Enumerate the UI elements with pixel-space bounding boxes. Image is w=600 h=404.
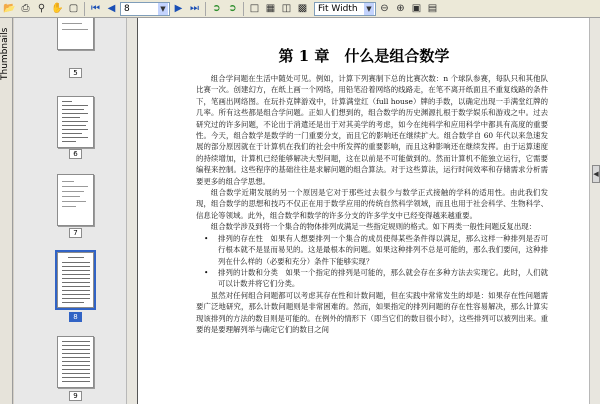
thumbnail-line (62, 117, 80, 118)
back-icon[interactable]: ➲ (212, 2, 221, 14)
previous-page-icon[interactable]: ◀ (107, 2, 116, 14)
thumbnail-line (62, 377, 90, 378)
paragraph: 组合学问题在生活中随处可见。例如，计算下列赛制下总的比赛次数：n 个球队参赛，每队只和其他队比赛一次。创建幻方，在纸上画一个网络，用铅笔沿着网络的线路走，在笔不离开纸面且不重复线路的条件下，笔画出网络图。在玩扑克牌游戏中，计算满堂红（full house）牌的手数，以确定出现一手满堂红牌的几率。所有这些都是组合学问题。正如人们想到的，组合数学的历史渊源扎根于数学娱乐和游戏之中。过去研究过的许多问题，不论出于消遣还是出于对其美学的考虑，如今在纯科学和应用科学中都具有高度的重要性。今天，组合数学是数学的一门重要分支，而且它的影响还在继续扩大。组合数学自 60 年代以来急速发展的部分原因就在于计算机在我们的社会中所发挥的重要影响，而且这种影响还在继续发挥。由于运算速度的持续增加，计算机已经能够解决大型问题，这在以前是不可能做到的。然而计算机不能独立运行，它需要编程来控制。这些程序的基础往往是求解问题的组合算法。对于这些算法，运行时间效率和存储需求分析需要更多的组合学思想。 (196, 74, 548, 186)
toolbar (0, 0, 600, 18)
thumbnail-line (62, 125, 86, 126)
document-view[interactable] (137, 18, 589, 404)
page-body (196, 73, 548, 335)
thumbnail-line (62, 121, 88, 122)
thumbnail-line (62, 196, 80, 197)
tab-thumbnails[interactable] (0, 18, 13, 404)
thumbnail-page-8[interactable] (57, 252, 94, 308)
thumbnail-page-7[interactable] (57, 174, 94, 226)
chevron-down-icon[interactable]: ▼ (158, 3, 168, 15)
thumbnail-page-9[interactable] (57, 336, 94, 388)
tab-thumbnails-label: Thumbnails (0, 27, 10, 81)
thumbnail-line (62, 266, 90, 267)
bullet-list (196, 233, 548, 290)
select-text-icon[interactable]: ▢ (68, 2, 79, 14)
thumbnail-line (62, 109, 84, 110)
zoom-value: Fit Width (318, 3, 358, 14)
thumbnail-line (62, 294, 90, 295)
thumbnail-line (62, 365, 90, 366)
thumbnail-line (62, 101, 72, 102)
thumbnail-line (62, 262, 90, 263)
thumbnail-page-number: 9 (69, 391, 82, 401)
search-icon[interactable]: ⚲ (37, 2, 46, 14)
thumbnail-line (62, 353, 90, 354)
thumbnail-line (62, 286, 90, 287)
document-page (137, 18, 589, 404)
list-item (196, 267, 548, 290)
thumbnail-line (62, 133, 82, 134)
thumbnail-line (62, 201, 86, 202)
open-icon[interactable]: 📂 (3, 2, 16, 14)
continuous-icon[interactable]: ▦ (265, 2, 276, 14)
thumbnail-line (62, 181, 74, 182)
thumbnail-page-number: 5 (69, 68, 82, 78)
thumbnail-line (62, 361, 90, 362)
chapter-title: 第 1 章 什么是组合数学 (278, 47, 450, 65)
thumbnail-page-number: 6 (69, 149, 82, 159)
thumbnail-line (62, 290, 90, 291)
toolbar-divider (84, 2, 85, 16)
document-scrollbar[interactable] (589, 18, 600, 404)
facing-icon[interactable]: ◫ (281, 2, 292, 14)
thumbnail-scrollbar[interactable] (126, 18, 137, 404)
thumbnail-line (62, 105, 88, 106)
thumbnail-line (62, 278, 90, 279)
collapse-panel-icon[interactable]: ◀ (592, 165, 600, 183)
thumbnail-line (62, 29, 88, 30)
page-number-field[interactable] (120, 2, 170, 16)
zoom-select[interactable] (314, 2, 376, 16)
thumbnail-page-number: 8 (69, 312, 82, 322)
thumbnail-sidebar (0, 18, 137, 404)
thumbnail-line (62, 373, 90, 374)
thumbnail-line (62, 302, 84, 303)
thumbnail-line (62, 191, 84, 192)
list-item-text: 排列的计数和分类 如果一个指定的排列是可能的，那么就会存在多种方法去实现它。此时，人们就可以计数并将它们分类。 (218, 267, 548, 289)
forward-icon[interactable]: ➲ (228, 2, 237, 14)
thumbnail-line (62, 345, 90, 346)
bullet-icon: • (204, 267, 209, 277)
thumbnail-page-6[interactable] (57, 96, 94, 148)
thumbnail-line (62, 298, 90, 299)
toolbar-divider (243, 2, 244, 16)
next-page-icon[interactable]: ▶ (174, 2, 183, 14)
thumbnail-line (62, 141, 76, 142)
hand-icon[interactable]: ✋ (51, 2, 64, 14)
thumbnail-line (62, 282, 90, 283)
single-page-icon[interactable]: □ (249, 2, 260, 14)
list-item (196, 233, 548, 267)
thumbnail-line (62, 274, 90, 275)
paragraph: 组合数学涉及到将一个集合的物体排列成满足一些指定规则的格式。如下两类一般性问题反复出现： (210, 222, 536, 232)
thumbnail-line (62, 357, 90, 358)
chevron-down-icon[interactable]: ▼ (364, 3, 374, 15)
thumbnail-line (62, 369, 90, 370)
first-page-icon[interactable]: ⏮ (91, 2, 100, 14)
fit-page-icon[interactable]: ▣ (411, 2, 422, 14)
thumbnail-line (62, 129, 88, 130)
facing-continuous-icon[interactable]: ▩ (297, 2, 308, 14)
toolbar-divider (205, 2, 206, 16)
zoom-in-icon[interactable]: ⊕ (396, 2, 405, 14)
thumbnail-line (62, 206, 76, 207)
thumbnail-line (62, 113, 88, 114)
thumbnail-line (62, 381, 90, 382)
thumbnail-line (62, 349, 90, 350)
bullet-icon: • (204, 233, 209, 243)
thumbnail-line (62, 23, 82, 24)
thumbnail-line (62, 341, 90, 342)
thumbnail-line (68, 257, 84, 258)
thumbnail-page-number: 7 (69, 228, 82, 238)
paragraph: 虽然对任何组合问题都可以考虑其存在性和计数问题，但在实践中常常发生的却是：如果存在性问题需要广泛地研究，那么计数问题则是非常困难的。然而，如果指定的排列问题的存在性容易解决，那么计算实现该排列的方法的数目则是可能的。在例外的情形下（即当它们的数目很小时），这些排列可以被列出来。重要的是要理解列举与确定它们的数目之间 (196, 290, 548, 334)
thumbnail-line (62, 137, 88, 138)
thumbnail-list (14, 18, 126, 404)
zoom-out-icon[interactable]: ⊖ (380, 2, 389, 14)
thumbnail-line (62, 270, 90, 271)
thumbnail-page-5[interactable] (57, 18, 94, 50)
page-number-value: 8 (124, 3, 130, 14)
last-page-icon[interactable]: ⏭ (190, 2, 199, 14)
print-icon[interactable]: ⎙ (21, 2, 30, 14)
thumbnail-line (62, 186, 88, 187)
paragraph: 组合数学近期发展的另一个原因是它对于那些过去很少与数学正式接触的学科的适用性。由此我们发现，组合数学的思想和技巧不仅正在用于数学应用的传统自然科学领域，而且也用于社会科学、生物科学、信息论等领域。此外，组合数学和数学的许多分支的许多学支中已经变得越来越重要。 (196, 188, 548, 220)
list-item-text: 排列的存在性 如果有人想要排列一个集合的成员使得某些条件得以满足，那么这样一种排列是否可行根本就不是显而易见的。这是最根本的问题。如果这种排列不总是可能的，那么我们要问，这种排列在什么样的（必要和充分）条件下能够实现？ (218, 233, 548, 266)
fit-width-icon[interactable]: ▤ (427, 2, 438, 14)
